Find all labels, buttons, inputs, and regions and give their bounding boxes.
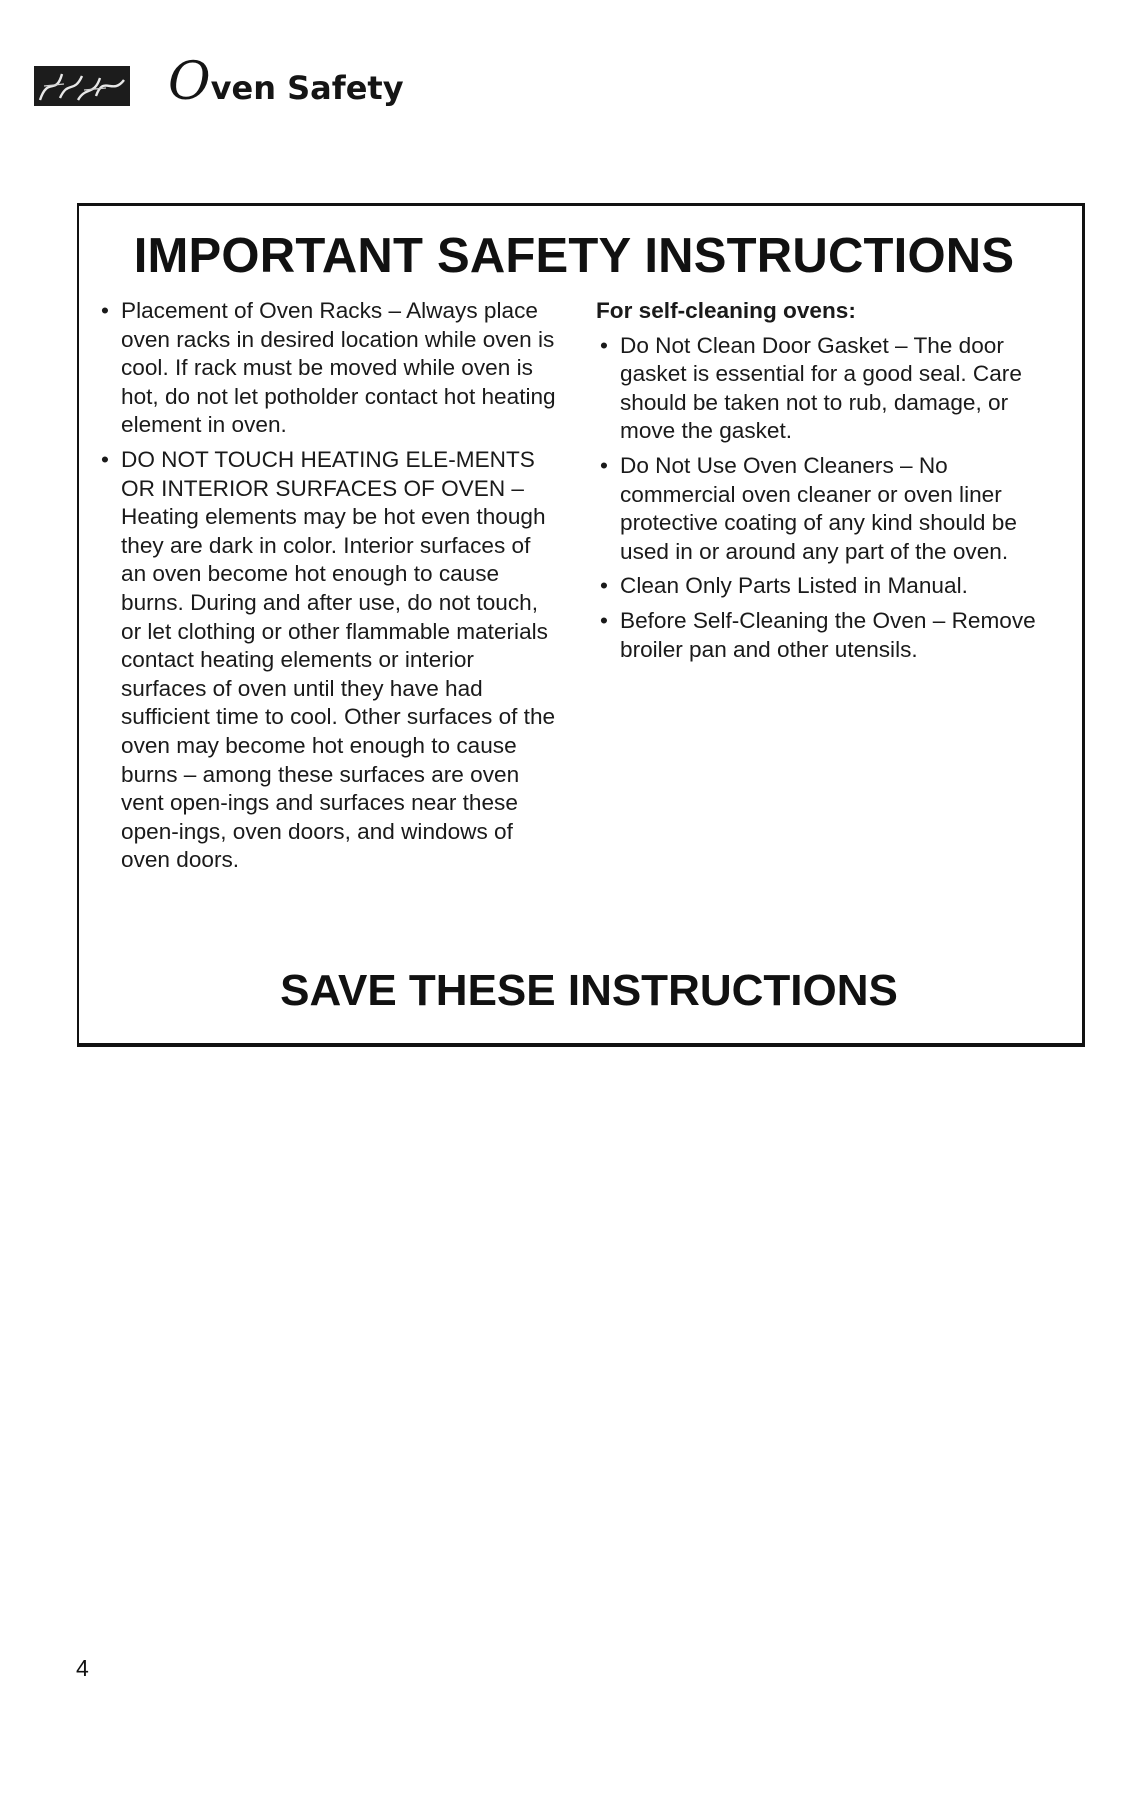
list-item bbox=[97, 446, 557, 875]
bullet-text: Clean Only Parts Listed in Manual. bbox=[620, 573, 968, 599]
bullet-text: Do Not Clean Door Gasket – The door gasket is essential for a good seal. Care should be taken not to rub, damage, or move the gasket. bbox=[620, 332, 1022, 444]
left-column bbox=[97, 297, 557, 881]
bullet-icon: • bbox=[101, 298, 109, 323]
list-item bbox=[596, 607, 1066, 664]
brand-logo bbox=[34, 66, 130, 106]
list-item bbox=[596, 572, 1066, 601]
page-title bbox=[168, 52, 404, 112]
list-item bbox=[596, 332, 1066, 446]
bullet-text: Do Not Use Oven Cleaners – No commercial oven cleaner or oven liner protective coating of any kind should be used in or around any part of the oven. bbox=[620, 452, 1017, 564]
bullet-text: Placement of Oven Racks – Always place oven racks in desired location while oven is cool. If rack must be moved while oven is hot, do not let potholder contact hot heating element in oven. bbox=[121, 298, 556, 438]
page-number: 4 bbox=[76, 1655, 89, 1681]
instructions-heading: IMPORTANT SAFETY INSTRUCTIONS bbox=[133, 229, 1015, 283]
page-title-initial: O bbox=[168, 52, 211, 112]
section-subheading: For self-cleaning ovens: bbox=[596, 298, 856, 323]
bullet-icon: • bbox=[600, 573, 608, 599]
bullet-text: Before Self-Cleaning the Oven – Remove broiler pan and other utensils. bbox=[620, 607, 1036, 662]
save-instructions-footer: SAVE THESE INSTRUCTIONS bbox=[280, 966, 898, 1015]
bullet-icon: • bbox=[600, 452, 608, 478]
bullet-text: DO NOT TOUCH HEATING ELE-MENTS OR INTERIOR SURFACES OF OVEN – Heating elements may be hot even though they are dark in color. Interior surfaces of an oven become hot enough to cause burns. During and after use, do not touch, or let clothing or other flammable materials contact heating elements or interior surfaces of oven until they have had sufficient time to cool. Other surfaces of the oven may become hot enough to cause burns – among these surfaces are oven vent open-ings and surfaces near these open-ings, oven doors, and windows of oven doors. bbox=[121, 446, 556, 873]
bullet-icon: • bbox=[101, 446, 109, 472]
page-title-rest: ven Safety bbox=[210, 69, 404, 107]
bullet-icon: • bbox=[600, 607, 608, 633]
list-item bbox=[97, 297, 557, 440]
right-column bbox=[596, 297, 1066, 670]
list-item bbox=[596, 452, 1066, 566]
bullet-icon: • bbox=[600, 332, 608, 358]
